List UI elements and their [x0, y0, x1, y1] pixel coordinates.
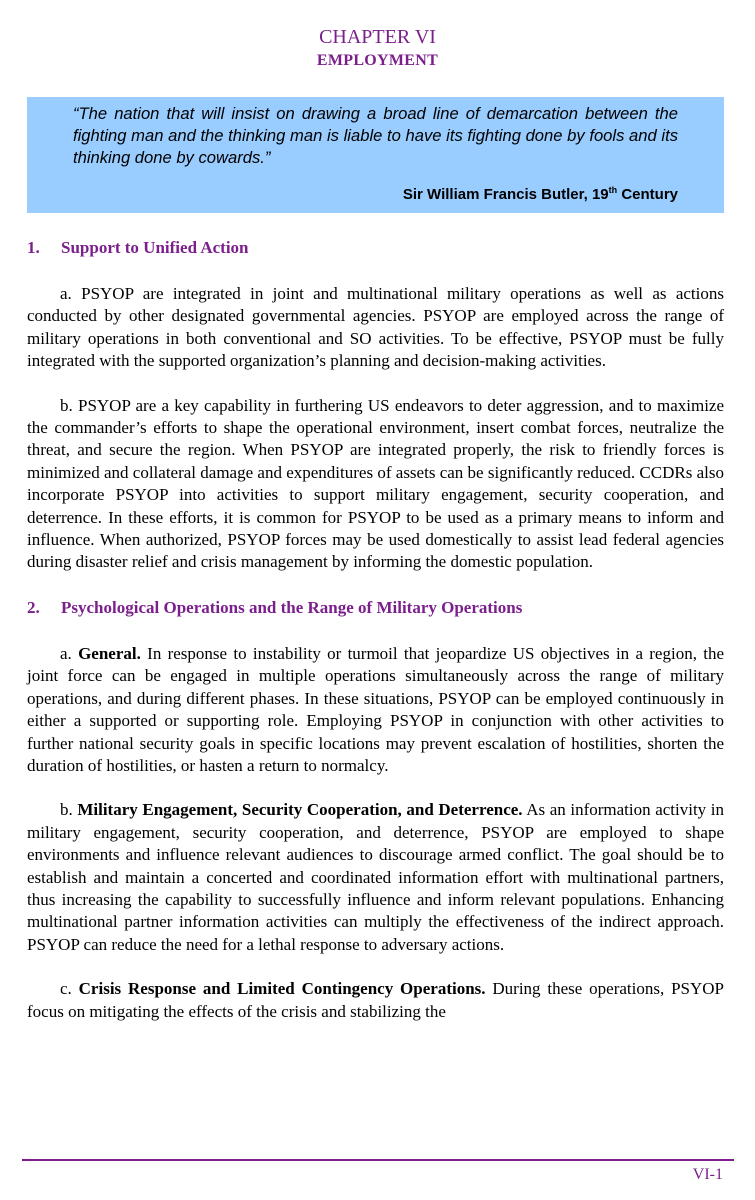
- chapter-title: CHAPTER VI: [319, 26, 436, 48]
- paragraph-lead: a.: [60, 284, 82, 303]
- quote-author-superscript: th: [608, 185, 618, 195]
- paragraph-lead: c.: [60, 979, 79, 999]
- quote-author-suffix: Century: [617, 186, 678, 203]
- paragraph-bold-lead: General.: [78, 643, 141, 663]
- quote-box: [27, 97, 724, 213]
- paragraph-lead: a.: [60, 643, 79, 663]
- page-number: VI-1: [692, 1166, 723, 1183]
- paragraph: [27, 283, 724, 373]
- footer-divider: [22, 1159, 734, 1161]
- paragraph-body: PSYOP are a key capability in furthering US endeavors to deter aggression, and to maximize the commander’s efforts to shape the operational environment, insert combat forces, neutralize the threat, and secure the region. When PSYOP are integrated properly, the risk to friendly forces is minimized and collateral damage and expenditures of assets can be significantly reduced. CCDRs also incorporate PSYOP into activities to support military engagement, security cooperation, and deterrence. In these efforts, it is common for PSYOP to be used as a primary means to inform and influence. When authorized, PSYOP forces may be used domestically to assist lead federal agencies during disaster relief and crisis management by informing the domestic population.: [27, 395, 725, 572]
- paragraph-lead: b.: [60, 395, 78, 415]
- paragraph: [27, 799, 724, 956]
- quote-attribution: [73, 185, 678, 203]
- paragraph-body: As an information activity in military engagement, security cooperation, and deterrence, PSYOP are employed to shape environments and influence relevant audiences to discourage armed conflict. The goal should be to establish and maintain a concerted and coordinated information effort with multinational partners, thus increasing the capability to successfully influence and inform relevant populations. Enhancing multinational partner information activities can multiply the effectiveness of the indirect approach. PSYOP can reduce the need for a lethal response to adversary actions.: [27, 800, 724, 954]
- paragraph: [27, 643, 724, 777]
- quote-text: “The nation that will insist on drawing a broad line of demarcation between the fighting man and the thinking man is liable to have its fighting done by fools and its thinking done by cowards.”: [73, 104, 678, 167]
- paragraph-lead: b.: [60, 800, 78, 820]
- section-title: Support to Unified Action: [61, 238, 249, 257]
- section-heading: [27, 236, 724, 260]
- section-title: Psychological Operations and the Range of Military Operations: [61, 597, 523, 617]
- paragraph-body: PSYOP are integrated in joint and multinational military operations as well as actions conducted by other designated governmental agencies. PSYOP are employed across the range of military operations in both conventional and SO activities. To be effective, PSYOP must be fully integrated with the supported organization’s planning and decision-making activities.: [27, 284, 724, 371]
- section-number: 1.: [27, 238, 40, 257]
- paragraph: [27, 978, 724, 1023]
- section-number: 2.: [27, 597, 40, 617]
- paragraph-bold-lead: Military Engagement, Security Cooperation, and Deterrence.: [77, 800, 523, 820]
- chapter-header: [0, 24, 755, 72]
- paragraph-bold-lead: Crisis Response and Limited Contingency Operations.: [78, 979, 486, 999]
- paragraph: [27, 395, 724, 574]
- paragraph-body: In response to instability or turmoil that jeopardize US objectives in a region, the joint force can be engaged in multiple operations simultaneously across the range of military operations, and during different phases. In these situations, PSYOP can be employed continuously in either a supported or supporting role. Employing PSYOP in conjunction with other activities to further national security goals in specific locations may prevent escalation of hostilities, shorten the duration of hostilities, or hasten a return to normalcy.: [27, 643, 725, 775]
- quote-author: Sir William Francis Butler, 19: [402, 186, 609, 203]
- chapter-subtitle: EMPLOYMENT: [316, 52, 439, 69]
- paragraph-body: During these operations, PSYOP focus on mitigating the effects of the crisis and stabilizing the: [27, 979, 725, 1021]
- document-body: [27, 236, 724, 1023]
- section-heading: [27, 596, 724, 620]
